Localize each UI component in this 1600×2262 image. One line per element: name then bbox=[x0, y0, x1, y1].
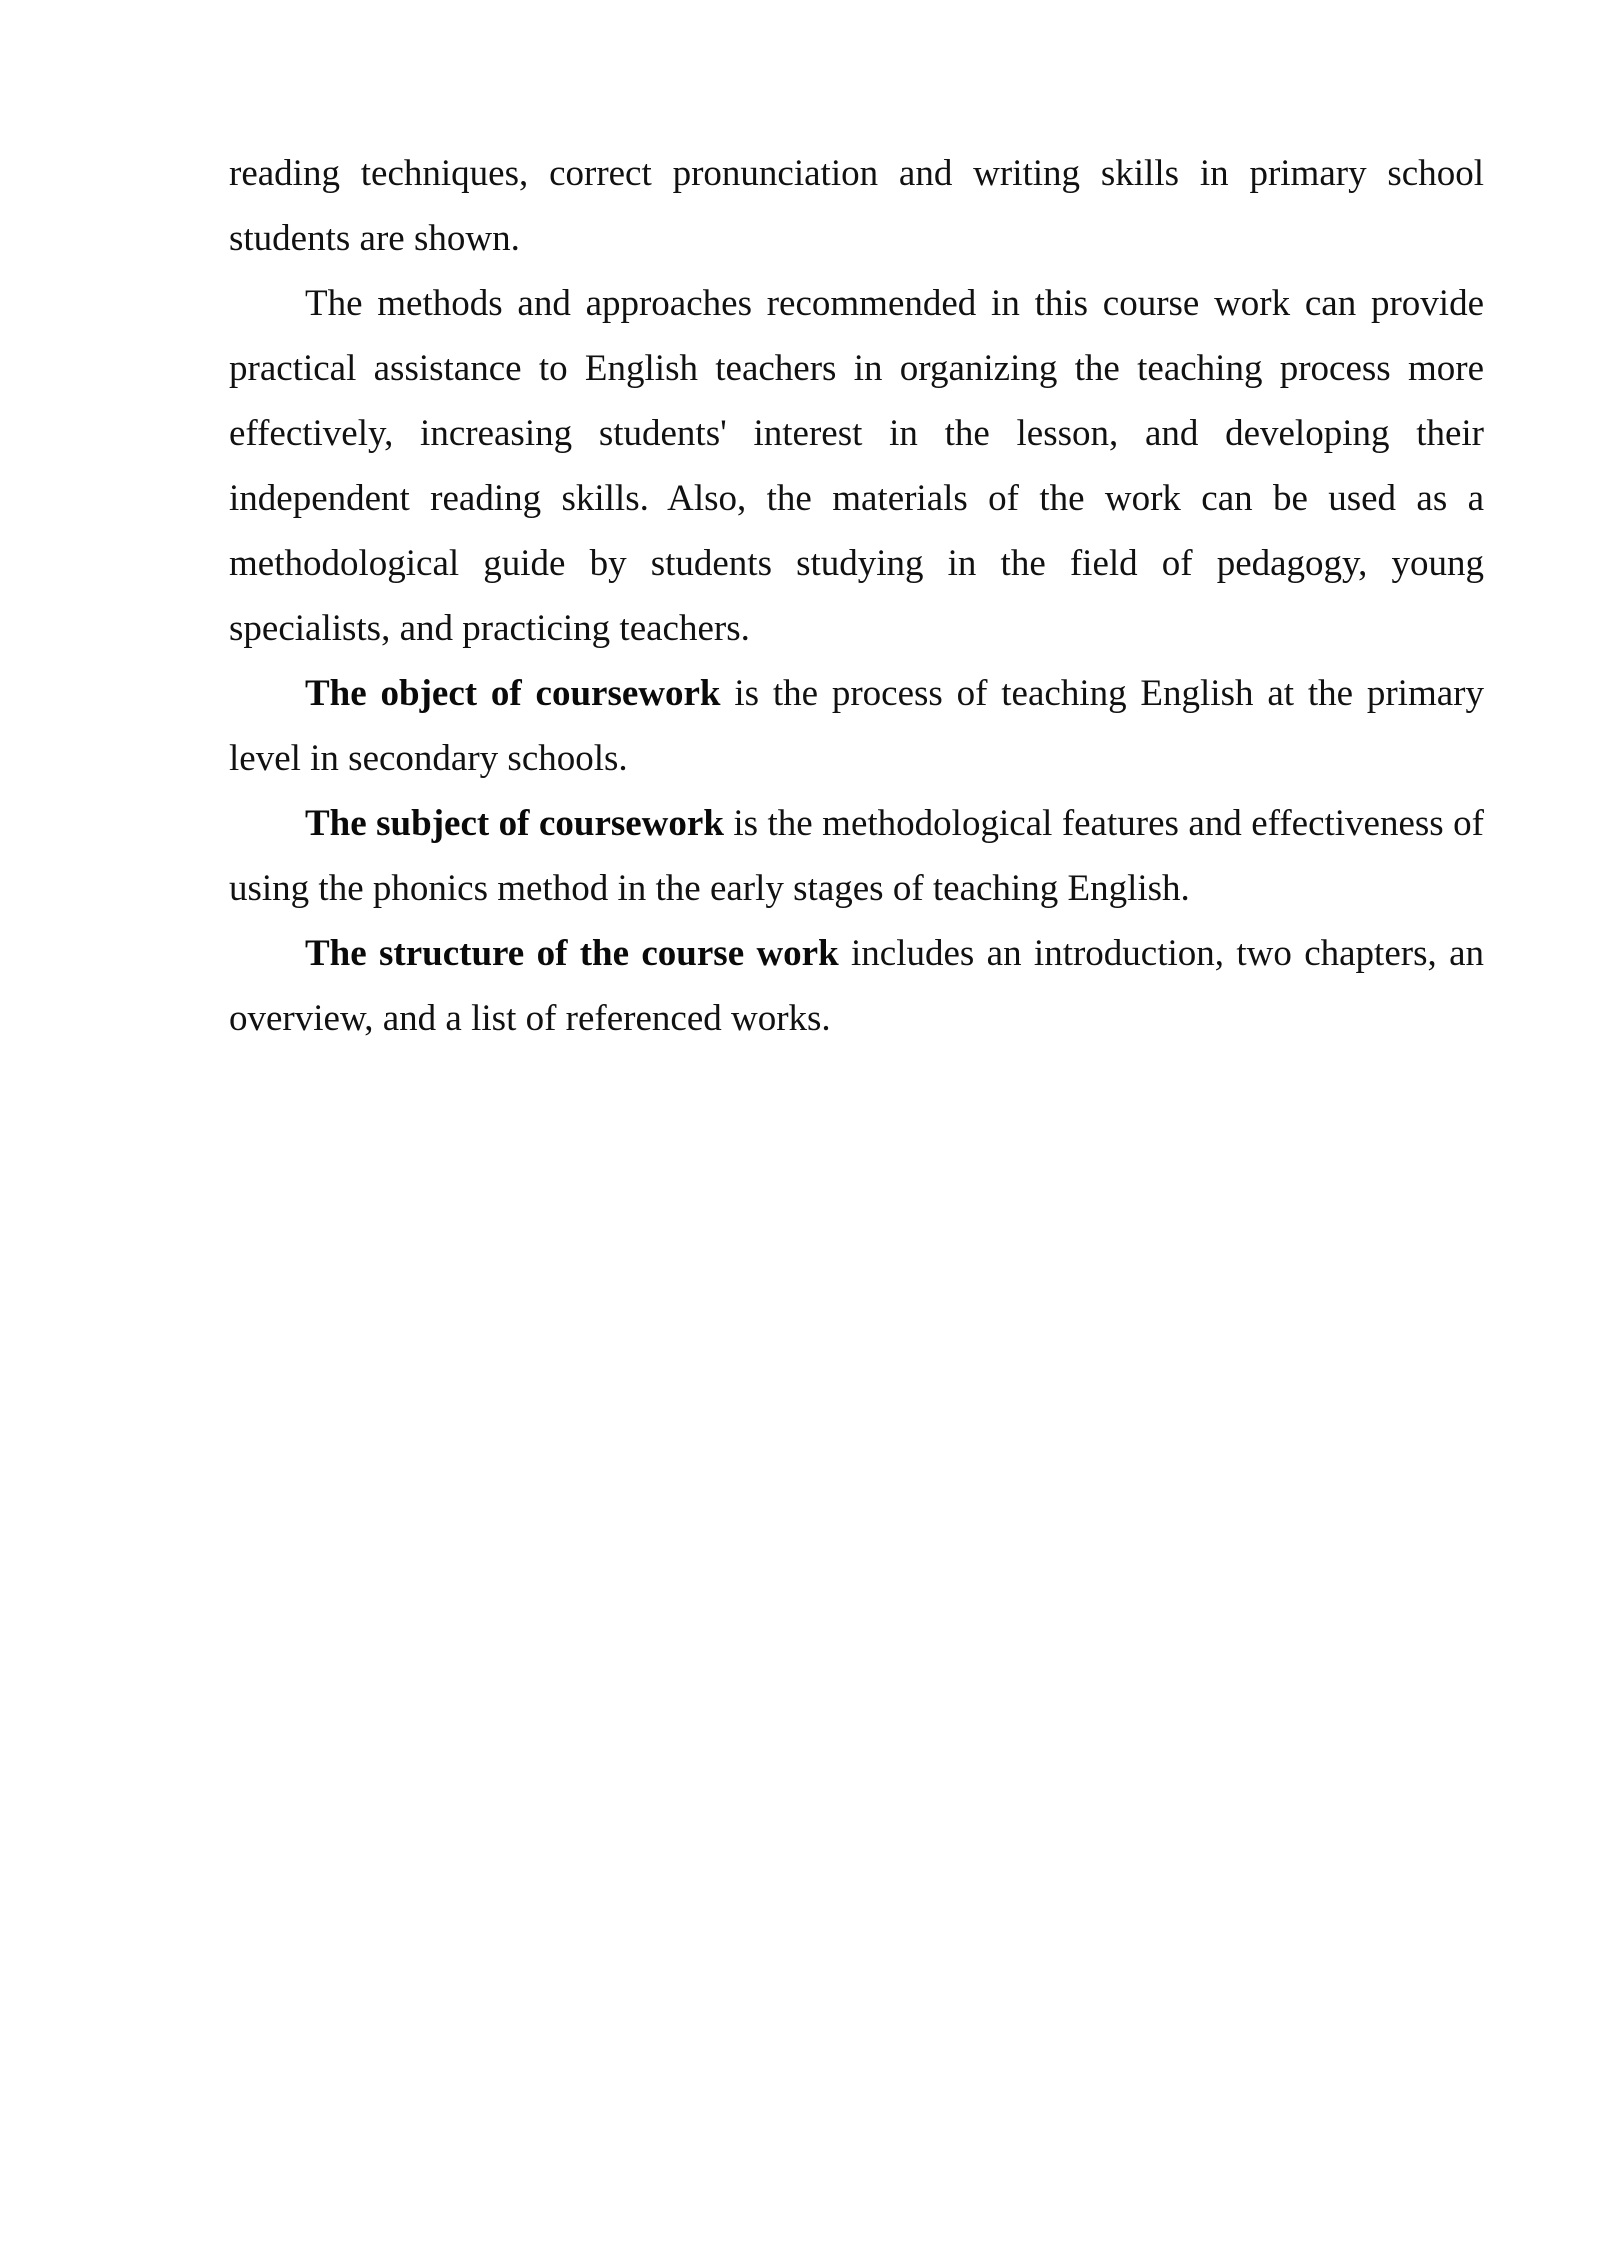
paragraph-object bbox=[229, 661, 1484, 791]
paragraph-text: is the process of teaching English at the primary level in secondary schools. bbox=[229, 673, 1484, 779]
paragraph-subject bbox=[229, 791, 1484, 921]
paragraph-text: includes an introduction, two chapters, an overview, and a list of referenced works. bbox=[229, 933, 1484, 1039]
paragraph-heading: The subject of coursework bbox=[305, 803, 724, 844]
paragraph-continuation bbox=[229, 141, 1484, 271]
paragraph-text: is the methodological features and effectiveness of using the phonics method in the early stages of teaching English. bbox=[229, 803, 1484, 909]
paragraph-heading: The object of coursework bbox=[305, 673, 721, 714]
paragraph-structure bbox=[229, 921, 1484, 1051]
body-text bbox=[229, 141, 1484, 1051]
paragraph-methods bbox=[229, 271, 1484, 661]
paragraph-text: reading techniques, correct pronunciation and writing skills in primary school students are shown. bbox=[229, 153, 1484, 259]
paragraph-text: The methods and approaches recommended in this course work can provide practical assistance to English teachers in organizing the teaching process more effectively, increasing students' interest in the lesson, and developing their independent reading skills. Also, the materials of the work can be used as a methodological guide by students studying in the field of pedagogy, young specialists, and practicing teachers. bbox=[229, 283, 1484, 649]
paragraph-heading: The structure of the course work bbox=[305, 933, 839, 974]
